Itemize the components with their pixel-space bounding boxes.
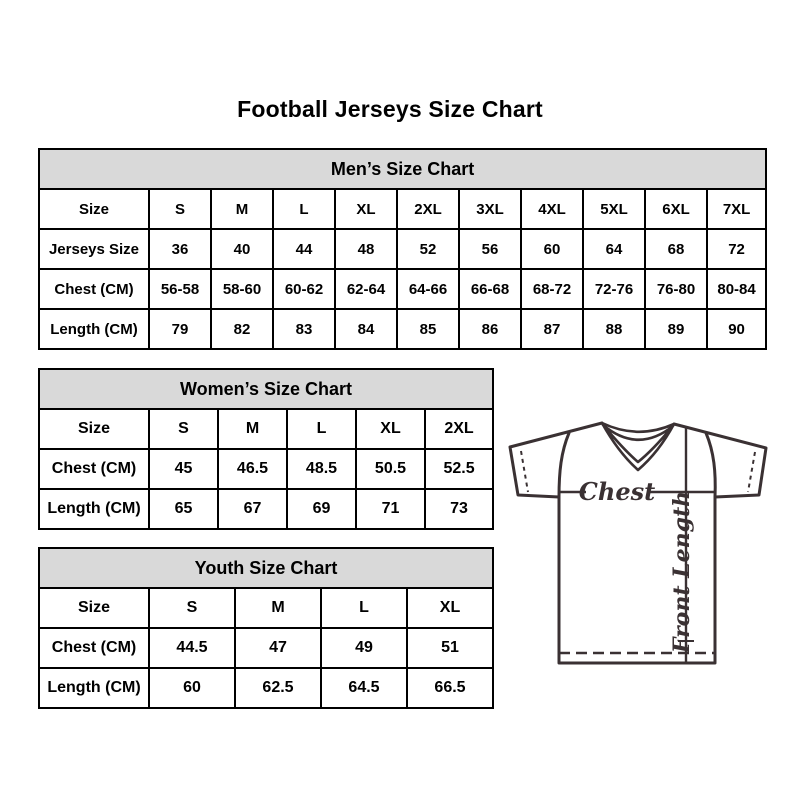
table-cell: 68 <box>645 229 707 269</box>
jersey-left-armhole <box>559 433 569 497</box>
row-label: Length (CM) <box>39 668 149 708</box>
row-label: Chest (CM) <box>39 269 149 309</box>
table-cell: 2XL <box>397 189 459 229</box>
jersey-measurement-diagram <box>498 402 776 675</box>
table-cell: 60 <box>149 668 235 708</box>
table-cell: 84 <box>335 309 397 349</box>
womens-table-title: Women’s Size Chart <box>39 369 493 409</box>
womens-size-table <box>38 368 494 530</box>
youth-size-table <box>38 547 494 709</box>
table-title-row <box>39 369 493 409</box>
row-label: Length (CM) <box>39 489 149 529</box>
table-cell: 51 <box>407 628 493 668</box>
table-title-row <box>39 548 493 588</box>
table-cell: 60 <box>521 229 583 269</box>
table-cell: 52.5 <box>425 449 493 489</box>
table-cell: 76-80 <box>645 269 707 309</box>
table-row <box>39 489 493 529</box>
table-cell: 87 <box>521 309 583 349</box>
table-cell: L <box>287 409 356 449</box>
table-cell: 3XL <box>459 189 521 229</box>
table-cell: 72 <box>707 229 766 269</box>
chest-label: Chest <box>578 477 656 506</box>
table-cell: 36 <box>149 229 211 269</box>
table-row <box>39 229 766 269</box>
table-cell: 5XL <box>583 189 645 229</box>
table-cell: 6XL <box>645 189 707 229</box>
table-cell: 64 <box>583 229 645 269</box>
table-cell: 82 <box>211 309 273 349</box>
table-cell: S <box>149 588 235 628</box>
youth-table-title: Youth Size Chart <box>39 548 493 588</box>
row-label: Size <box>39 409 149 449</box>
table-row <box>39 588 493 628</box>
table-cell: 67 <box>218 489 287 529</box>
table-cell: 40 <box>211 229 273 269</box>
table-cell: M <box>211 189 273 229</box>
page-title: Football Jerseys Size Chart <box>237 96 543 122</box>
table-cell: 56-58 <box>149 269 211 309</box>
table-row <box>39 409 493 449</box>
table-cell: 65 <box>149 489 218 529</box>
table-cell: 68-72 <box>521 269 583 309</box>
table-cell: XL <box>335 189 397 229</box>
table-cell: L <box>273 189 335 229</box>
table-cell: S <box>149 409 218 449</box>
table-cell: 85 <box>397 309 459 349</box>
table-cell: M <box>218 409 287 449</box>
row-label: Length (CM) <box>39 309 149 349</box>
table-cell: 90 <box>707 309 766 349</box>
table-title-row <box>39 149 766 189</box>
jersey-collar <box>602 423 674 470</box>
table-row <box>39 309 766 349</box>
table-cell: 83 <box>273 309 335 349</box>
table-cell: 45 <box>149 449 218 489</box>
table-cell: S <box>149 189 211 229</box>
right-cuff-dashed-line <box>748 452 755 492</box>
table-cell: 71 <box>356 489 425 529</box>
table-row <box>39 449 493 489</box>
table-cell: 56 <box>459 229 521 269</box>
table-row <box>39 189 766 229</box>
table-cell: 69 <box>287 489 356 529</box>
table-row <box>39 269 766 309</box>
table-cell: 62.5 <box>235 668 321 708</box>
table-cell: 80-84 <box>707 269 766 309</box>
table-cell: 44.5 <box>149 628 235 668</box>
row-label: Chest (CM) <box>39 449 149 489</box>
table-cell: 7XL <box>707 189 766 229</box>
front-length-label: Front Length <box>669 490 695 654</box>
table-cell: 4XL <box>521 189 583 229</box>
row-label: Size <box>39 189 149 229</box>
row-label: Chest (CM) <box>39 628 149 668</box>
table-cell: 60-62 <box>273 269 335 309</box>
table-cell: 52 <box>397 229 459 269</box>
jersey-right-sleeve <box>674 424 766 497</box>
table-cell: 44 <box>273 229 335 269</box>
jersey-right-armhole <box>706 433 715 497</box>
table-cell: 62-64 <box>335 269 397 309</box>
table-cell: M <box>235 588 321 628</box>
table-cell: 50.5 <box>356 449 425 489</box>
table-cell: 64-66 <box>397 269 459 309</box>
table-cell: 66-68 <box>459 269 521 309</box>
table-cell: 47 <box>235 628 321 668</box>
table-cell: 64.5 <box>321 668 407 708</box>
table-cell: 58-60 <box>211 269 273 309</box>
table-cell: XL <box>356 409 425 449</box>
left-cuff-dashed-line <box>521 451 528 492</box>
table-cell: 86 <box>459 309 521 349</box>
table-cell: 72-76 <box>583 269 645 309</box>
table-cell: 79 <box>149 309 211 349</box>
table-cell: 46.5 <box>218 449 287 489</box>
table-cell: 88 <box>583 309 645 349</box>
row-label: Jerseys Size <box>39 229 149 269</box>
table-cell: 73 <box>425 489 493 529</box>
table-cell: 2XL <box>425 409 493 449</box>
table-row <box>39 628 493 668</box>
table-cell: XL <box>407 588 493 628</box>
table-cell: 66.5 <box>407 668 493 708</box>
mens-size-table <box>38 148 767 350</box>
table-cell: 48.5 <box>287 449 356 489</box>
table-cell: 48 <box>335 229 397 269</box>
table-cell: L <box>321 588 407 628</box>
table-cell: 89 <box>645 309 707 349</box>
table-cell: 49 <box>321 628 407 668</box>
row-label: Size <box>39 588 149 628</box>
mens-table-title: Men’s Size Chart <box>39 149 766 189</box>
table-row <box>39 668 493 708</box>
